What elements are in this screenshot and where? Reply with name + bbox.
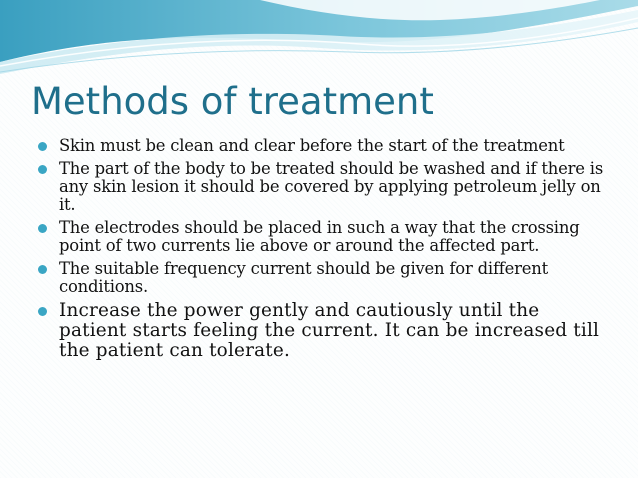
bullet-item xyxy=(38,260,606,296)
bullet-icon xyxy=(38,307,47,316)
bullet-text: Skin must be clean and clear before the start of the treatment xyxy=(59,136,565,155)
bullet-item xyxy=(38,301,606,361)
slide-title: Methods of treatment xyxy=(31,80,434,123)
bullet-text: The suitable frequency current should be given for different conditions. xyxy=(59,259,549,296)
bullet-text: The part of the body to be treated should be washed and if there is any skin lesion it should be covered by applying petroleum jelly on it. xyxy=(59,159,604,214)
bullet-text: The electrodes should be placed in such a way that the crossing point of two currents lie above or around the affected part. xyxy=(59,218,580,255)
wave-banner xyxy=(0,0,638,80)
bullet-icon xyxy=(38,142,47,151)
bullet-item xyxy=(38,219,606,255)
bullet-icon xyxy=(38,265,47,274)
bullet-list xyxy=(38,137,606,366)
bullet-icon xyxy=(38,165,47,174)
bullet-item xyxy=(38,137,606,155)
bullet-item xyxy=(38,160,606,214)
bullet-text: Increase the power gently and cautiously until the patient starts feeling the current. It can be increased till the patient can tolerate. xyxy=(59,300,600,361)
bullet-icon xyxy=(38,224,47,233)
